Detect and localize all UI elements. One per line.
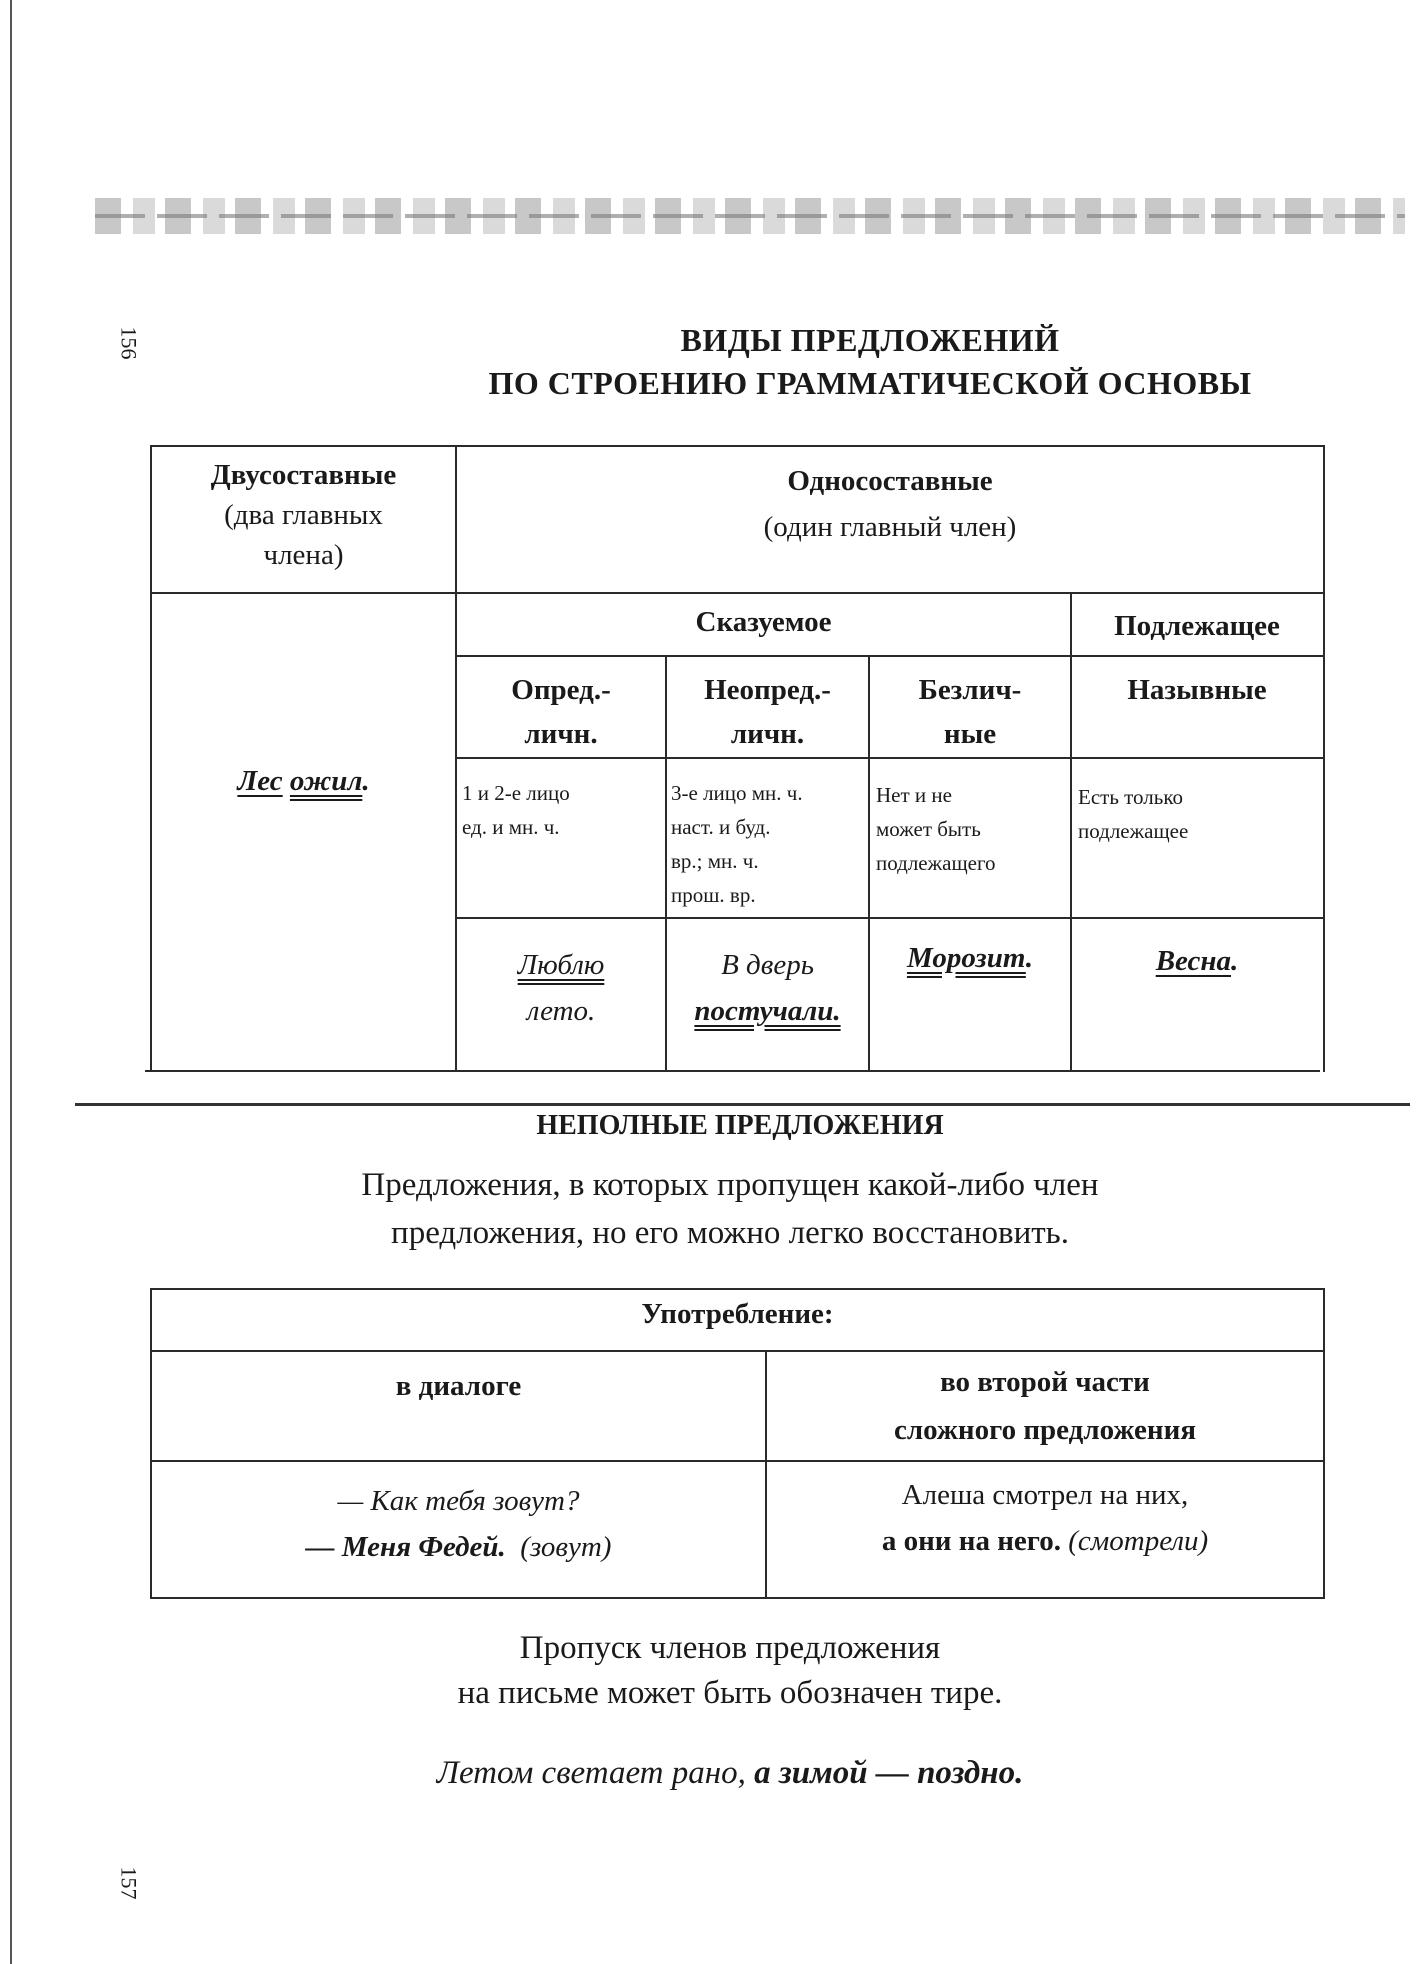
desc-impersonal: Нет и не может быть подлежащего — [876, 783, 996, 875]
example-nominative: Весна. — [1155, 945, 1239, 977]
example-dialog: — Как тебя зовут? — Меня Федей. (зовут) — [305, 1485, 612, 1563]
dash-note-line1: Пропуск членов предложения — [519, 1630, 941, 1666]
usage-dialog: в диалоге — [395, 1370, 522, 1402]
subject-header: Подлежащее — [1114, 610, 1280, 642]
col-definite-personal: Опред.- личн. — [511, 674, 611, 750]
section2-definition-line1: Предложения, в которых пропущен какой-либо член — [361, 1167, 1099, 1203]
one-part-header: Односоставные (один главный член) — [763, 465, 1017, 543]
desc-definite-personal: 1 и 2-е лицо ед. и мн. ч. — [462, 781, 570, 839]
col-nominative: Назывные — [1127, 674, 1267, 706]
section1-title-line2: ПО СТРОЕНИЮ ГРАММАТИЧЕСКОЙ ОСНОВЫ — [488, 365, 1252, 401]
section2-definition-line2: предложения, но его можно легко восстановить. — [391, 1215, 1069, 1251]
section-divider — [75, 1103, 1410, 1106]
desc-nominative: Есть только подлежащее — [1078, 785, 1189, 843]
desc-indefinite-personal: 3-е лицо мн. ч. наст. и буд. вр.; мн. ч. прош. вр. — [671, 781, 803, 907]
example-definite-personal: Люблю лето. — [517, 949, 605, 1027]
example-complex-sentence: Алеша смотрел на них, а они на него. (смотрели) — [881, 1479, 1209, 1557]
usage-complex-sentence: во второй части сложного предложения — [893, 1366, 1197, 1446]
example-impersonal: Морозит. — [906, 942, 1034, 974]
dash-example: Летом светает рано, а зимой — поздно. — [436, 1755, 1024, 1791]
example-indefinite-personal: В дверь постучали. — [694, 949, 841, 1027]
two-part-header: Двусоставные (два главных члена) — [210, 459, 397, 571]
page-number-top: 156 — [116, 326, 142, 360]
dash-note-line2: на письме может быть обозначен тире. — [457, 1675, 1003, 1711]
scan-noise-line — [95, 214, 1405, 218]
usage-header: Употребление: — [641, 1298, 834, 1330]
col-indefinite-personal: Неопред.- личн. — [704, 674, 831, 750]
page-number-bottom: 157 — [116, 1866, 142, 1900]
example-two-part: Лес ожил. — [237, 765, 370, 797]
col-impersonal: Безлич- ные — [918, 674, 1022, 750]
predicate-header: Сказуемое — [695, 606, 832, 638]
binding-line — [10, 0, 12, 1964]
section1-title-line1: ВИДЫ ПРЕДЛОЖЕНИЙ — [680, 322, 1060, 358]
section2-title: НЕПОЛНЫЕ ПРЕДЛОЖЕНИЯ — [536, 1110, 944, 1141]
